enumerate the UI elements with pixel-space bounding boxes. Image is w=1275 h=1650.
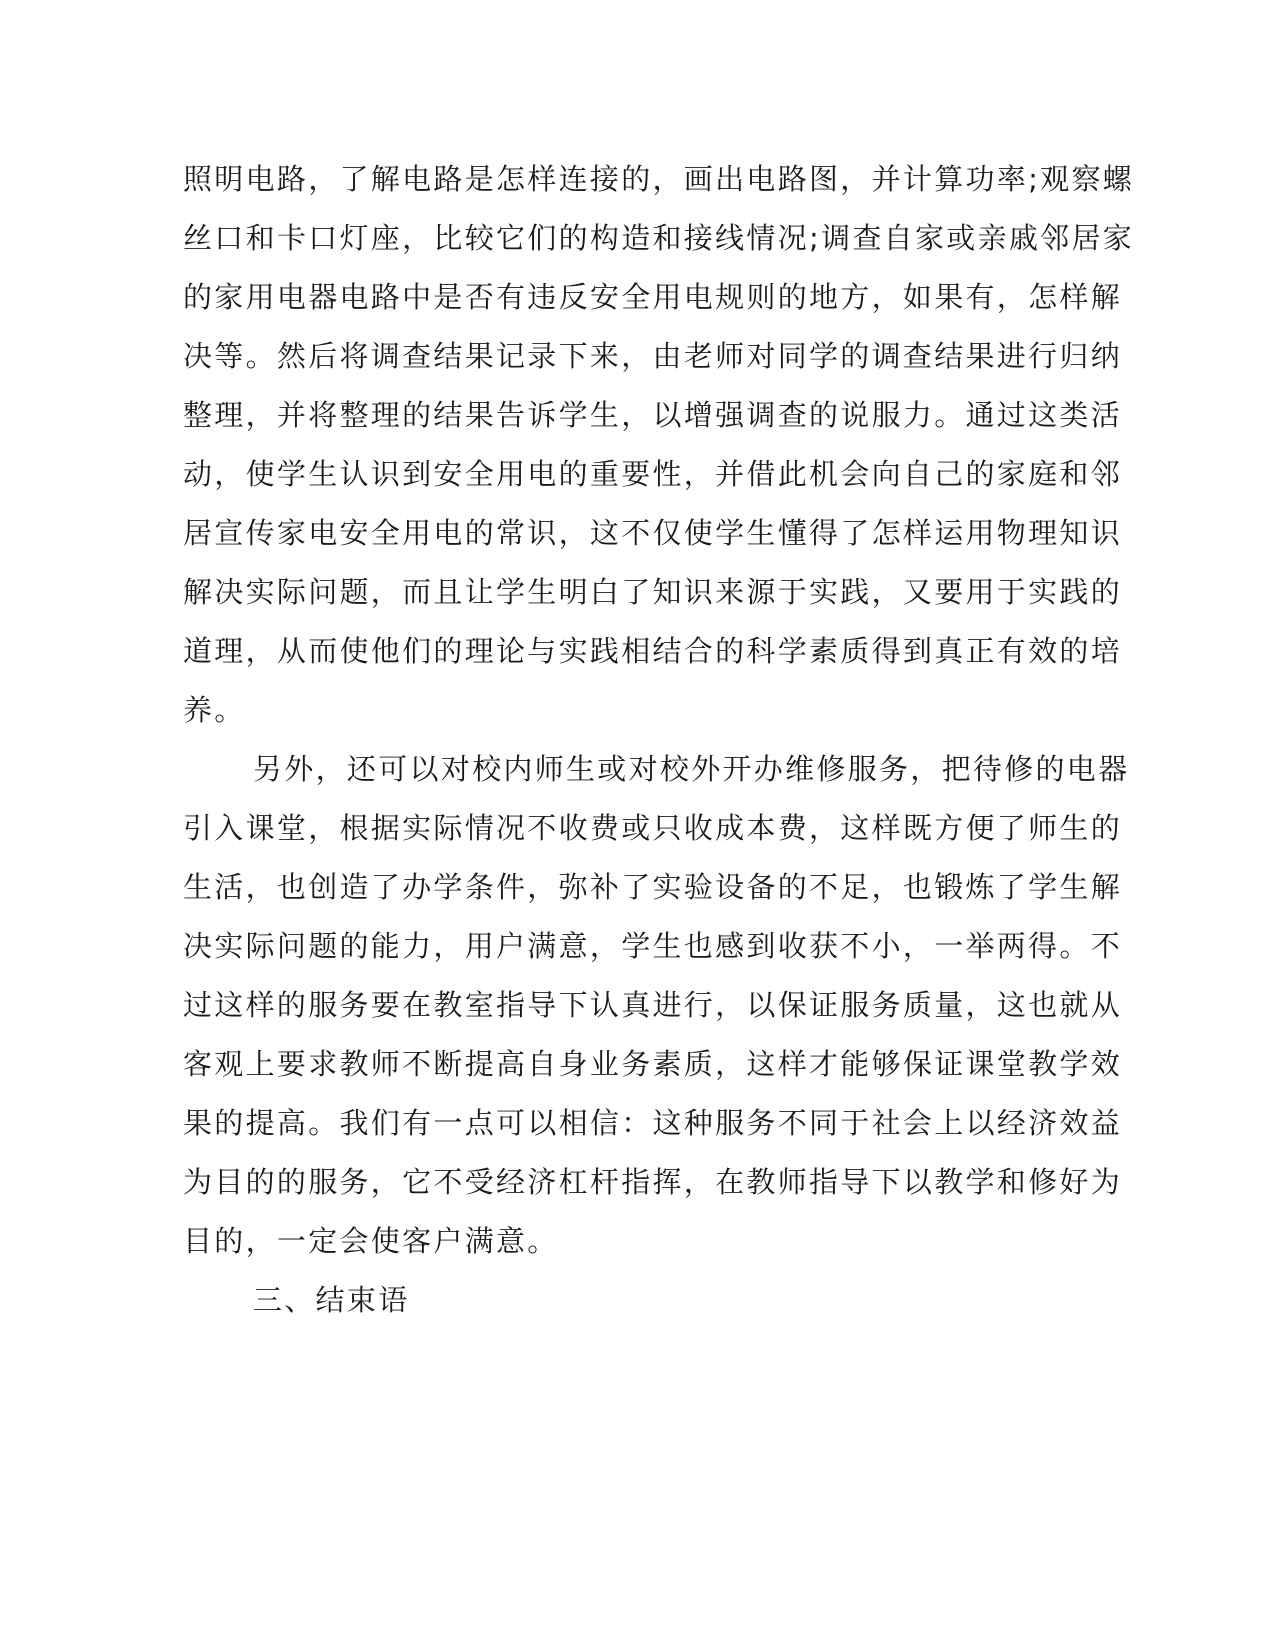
paragraph-2 [183,740,1130,1271]
text-line: 过这样的服务要在教室指导下认真进行，以保证服务质量，这也就从 [183,988,1123,1022]
text-line: 动，使学生认识到安全用电的重要性，并借此机会向自己的家庭和邻 [183,457,1123,491]
text-line: 解决实际问题，而且让学生明白了知识来源于实践，又要用于实践的 [183,575,1123,609]
text-line: 为目的的服务，它不受经济杠杆指挥，在教师指导下以教学和修好为 [183,1165,1123,1199]
text-line: 目的，一定会使客户满意。 [183,1224,559,1258]
section-heading: 三、结束语 [253,1283,410,1317]
text-line: 照明电路，了解电路是怎样连接的，画出电路图，并计算功率;观察螺 [183,162,1135,196]
text-line: 引入课堂，根据实际情况不收费或只收成本费，这样既方便了师生的 [183,811,1123,845]
text-line: 居宣传家电安全用电的常识，这不仅使学生懂得了怎样运用物理知识 [183,516,1123,550]
text-line: 决等。然后将调查结果记录下来，由老师对同学的调查结果进行归纳 [183,339,1123,373]
body-text [183,150,1135,1330]
text-line: 生活，也创造了办学条件，弥补了实验设备的不足，也锻炼了学生解 [183,870,1123,904]
text-line: 道理，从而使他们的理论与实践相结合的科学素质得到真正有效的培 [183,634,1123,668]
text-line: 养。 [183,693,246,727]
text-line: 决实际问题的能力，用户满意，学生也感到收获不小，一举两得。不 [183,929,1123,963]
text-line-indented: 另外，还可以对校内师生或对校外开办维修服务，把待修的电器 [253,752,1130,786]
text-line: 的家用电器电路中是否有违反安全用电规则的地方，如果有，怎样解 [183,280,1123,314]
text-line: 客观上要求教师不断提高自身业务素质，这样才能够保证课堂教学效 [183,1047,1123,1081]
text-line: 丝口和卡口灯座，比较它们的构造和接线情况;调查自家或亲戚邻居家 [183,221,1135,255]
text-line: 整理，并将整理的结果告诉学生，以增强调查的说服力。通过这类活 [183,398,1123,432]
paragraph-1 [183,150,1135,740]
text-line: 果的提高。我们有一点可以相信：这种服务不同于社会上以经济效益 [183,1106,1123,1140]
